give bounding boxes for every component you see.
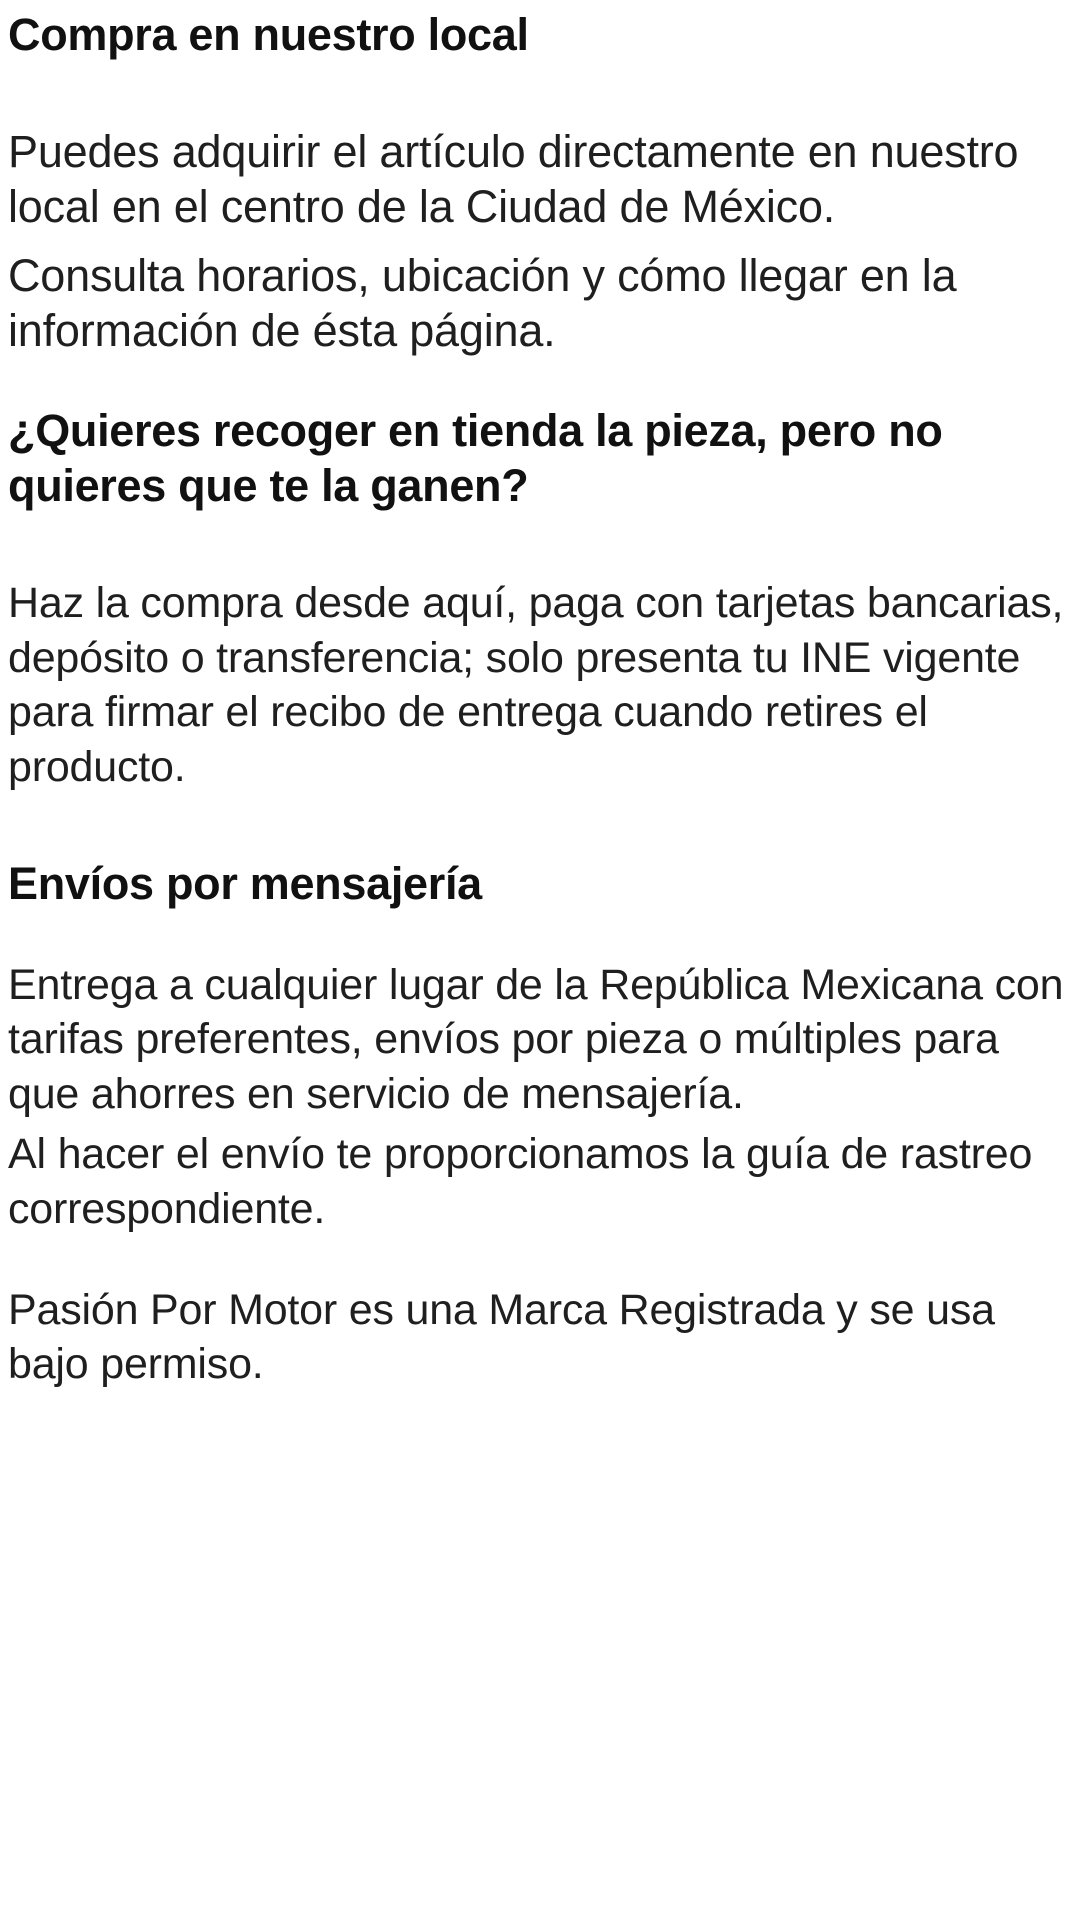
section-pickup: [8, 404, 1070, 794]
spacer: [8, 514, 1070, 576]
section-legal: [8, 1283, 1070, 1392]
section-shipping: [8, 857, 1070, 1237]
spacer: [8, 63, 1070, 125]
spacer: [8, 795, 1070, 857]
section-legal-paragraph-1: Pasión Por Motor es una Marca Registrada y se usa bajo permiso.: [8, 1285, 995, 1389]
top-spacer: [8, 0, 1070, 8]
section-shipping-paragraph-2: Al hacer el envío te proporcionamos la guía de rastreo correspondiente.: [8, 1130, 1033, 1233]
spacer: [8, 1237, 1070, 1283]
spacer: [8, 912, 1070, 958]
section-local-paragraph-2: Consulta horarios, ubicación y cómo llegar en la información de ésta página.: [8, 249, 957, 356]
section-shipping-heading: Envíos por mensajería: [8, 857, 482, 909]
section-pickup-paragraph-1: Haz la compra desde aquí, paga con tarjetas bancarias, depósito o transferencia; solo presenta tu INE vigente para firmar el recibo de entrega cuando retires el producto.: [8, 579, 1064, 792]
section-shipping-paragraph-1: Entrega a cualquier lugar de la República Mexicana con tarifas preferentes, envíos por pieza o múltiples para que ahorres en servicio de mensajería.: [8, 960, 1064, 1118]
section-local: [8, 8, 1070, 358]
section-local-heading: Compra en nuestro local: [8, 9, 529, 60]
section-pickup-heading: ¿Quieres recoger en tienda la pieza, pero no quieres que te la ganen?: [8, 405, 943, 512]
spacer: [8, 358, 1070, 404]
section-local-paragraph-1: Puedes adquirir el artículo directamente en nuestro local en el centro de la Ciudad de México.: [8, 125, 1019, 232]
spacer: [8, 235, 1070, 249]
